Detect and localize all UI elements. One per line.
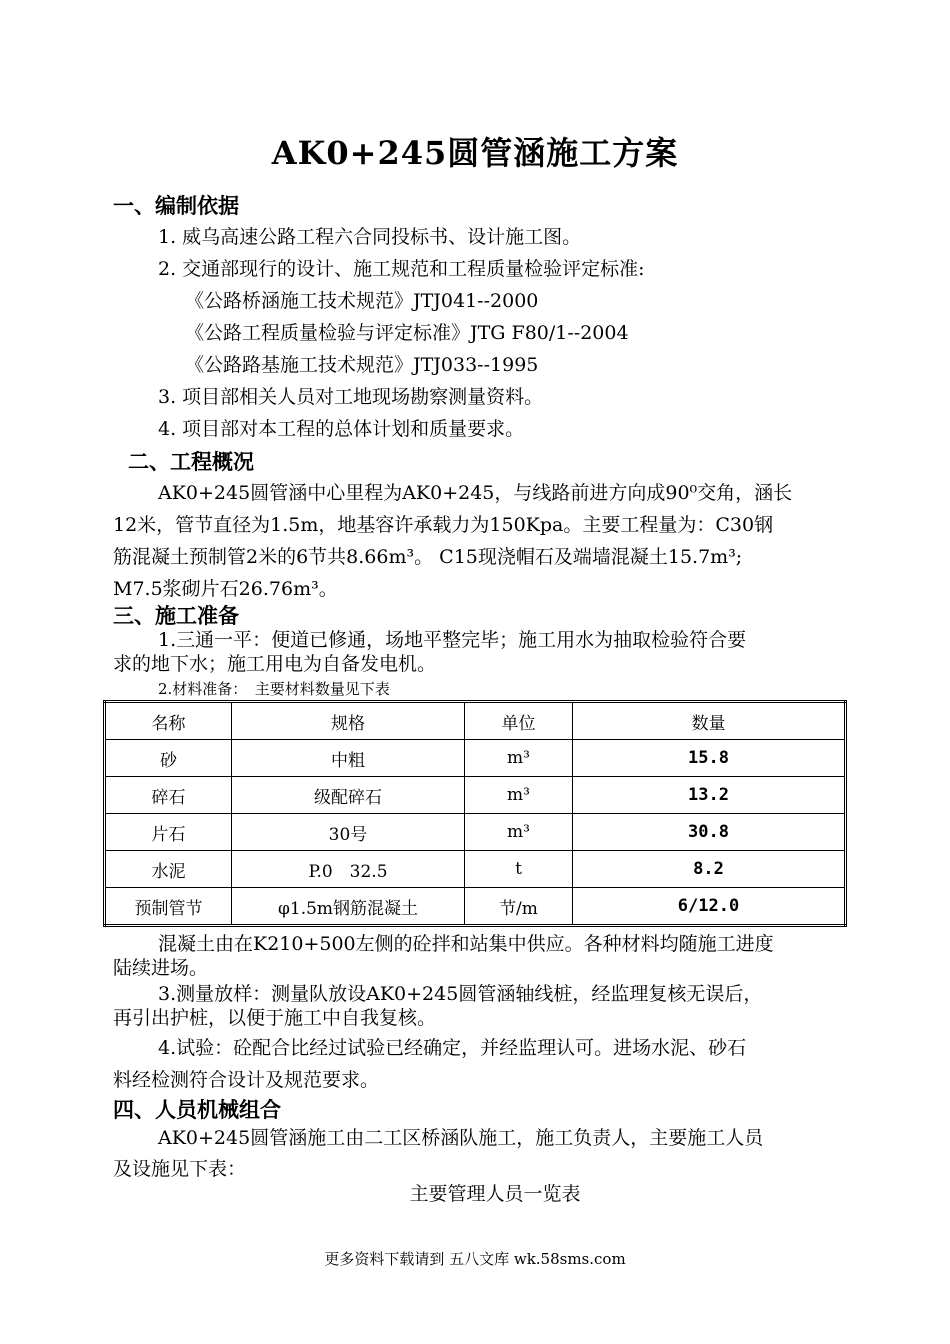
material-quantity: 15.8 (573, 740, 846, 777)
overview-line-1: AK0+245圆管涵中心里程为AK0+245，与线路前进方向成90⁰交角，涵长 (158, 482, 793, 504)
material-spec: P.0 32.5 (232, 851, 465, 888)
material-quantity: 6/12.0 (573, 888, 846, 926)
material-name: 片石 (105, 814, 232, 851)
materials-table-caption: 2.材料准备： 主要材料数量见下表 (158, 680, 390, 698)
basis-item-3: 3. 项目部相关人员对工地现场勘察测量资料。 (158, 386, 544, 408)
prep-item-1-line-2: 求的地下水；施工用电为自备发电机。 (113, 653, 437, 675)
basis-item-2: 2. 交通部现行的设计、施工规范和工程质量检验评定标准: (158, 258, 645, 280)
table-row (105, 888, 846, 926)
prep-item-1-line-1: 1.三通一平：便道已修通，场地平整完毕；施工用水为抽取检验符合要 (158, 629, 747, 651)
basis-standard-1: 《公路桥涵施工技术规范》JTJ041--2000 (185, 290, 539, 312)
prep-item-3-line-2: 再引出护桩，以便于施工中自我复核。 (113, 1007, 437, 1029)
table-header-cell: 数量 (573, 702, 846, 740)
management-table-title: 主要管理人员一览表 (409, 1183, 581, 1205)
material-quantity: 8.2 (573, 851, 846, 888)
material-unit: t (465, 851, 573, 888)
section-heading-preparation: 三、施工准备 (113, 603, 239, 628)
table-row (105, 740, 846, 777)
table-header-cell: 名称 (105, 702, 232, 740)
table-header-cell: 单位 (465, 702, 573, 740)
material-unit: m³ (465, 777, 573, 814)
table-row (105, 851, 846, 888)
material-name: 砂 (105, 740, 232, 777)
material-unit: 节/m (465, 888, 573, 926)
section-heading-basis: 一、编制依据 (113, 193, 239, 218)
prep-item-3-line-1: 3.测量放样：测量队放设AK0+245圆管涵轴线桩，经监理复核无误后， (158, 983, 763, 1005)
material-name: 预制管节 (105, 888, 232, 926)
overview-line-3: 筋混凝土预制管2米的6节共8.66m³。 C15现浇帽石及端墙混凝土15.7m³; (113, 546, 743, 568)
overview-line-4: M7.5浆砌片石26.76m³。 (113, 578, 338, 600)
materials-table (103, 700, 847, 927)
material-spec: 级配碎石 (232, 777, 465, 814)
personnel-line-2: 及设施见下表： (113, 1158, 247, 1180)
concrete-supply-line-2: 陆续进场。 (113, 957, 209, 979)
page-footer: 更多资料下载请到 五八文库 wk.58sms.com (324, 1250, 626, 1268)
material-name: 碎石 (105, 777, 232, 814)
section-heading-overview: 二、工程概况 (128, 449, 254, 474)
concrete-supply-line-1: 混凝土由在K210+500左侧的砼拌和站集中供应。各种材料均随施工进度 (158, 933, 774, 955)
section-heading-personnel: 四、人员机械组合 (113, 1097, 281, 1122)
material-unit: m³ (465, 740, 573, 777)
material-quantity: 30.8 (573, 814, 846, 851)
material-spec: φ1.5m钢筋混凝土 (232, 888, 465, 926)
table-header-cell: 规格 (232, 702, 465, 740)
material-spec: 中粗 (232, 740, 465, 777)
document-title: AK0+245圆管涵施工方案 (271, 134, 679, 172)
basis-standard-3: 《公路路基施工技术规范》JTJ033--1995 (185, 354, 539, 376)
material-quantity: 13.2 (573, 777, 846, 814)
basis-standard-2: 《公路工程质量检验与评定标准》JTG F80/1--2004 (185, 322, 629, 344)
prep-item-4-line-1: 4.试验：砼配合比经过试验已经确定，并经监理认可。进场水泥、砂石 (158, 1037, 747, 1059)
overview-line-2: 12米，管节直径为1.5m，地基容许承载力为150Kpa。主要工程量为：C30钢 (113, 514, 774, 536)
table-header-row (105, 702, 846, 740)
prep-item-4-line-2: 料经检测符合设计及规范要求。 (113, 1069, 380, 1091)
table-row (105, 777, 846, 814)
table-row (105, 814, 846, 851)
material-name: 水泥 (105, 851, 232, 888)
basis-item-4: 4. 项目部对本工程的总体计划和质量要求。 (158, 418, 525, 440)
basis-item-1: 1. 威乌高速公路工程六合同投标书、设计施工图。 (158, 226, 582, 248)
material-unit: m³ (465, 814, 573, 851)
material-spec: 30号 (232, 814, 465, 851)
personnel-line-1: AK0+245圆管涵施工由二工区桥涵队施工，施工负责人，主要施工人员 (158, 1127, 764, 1149)
